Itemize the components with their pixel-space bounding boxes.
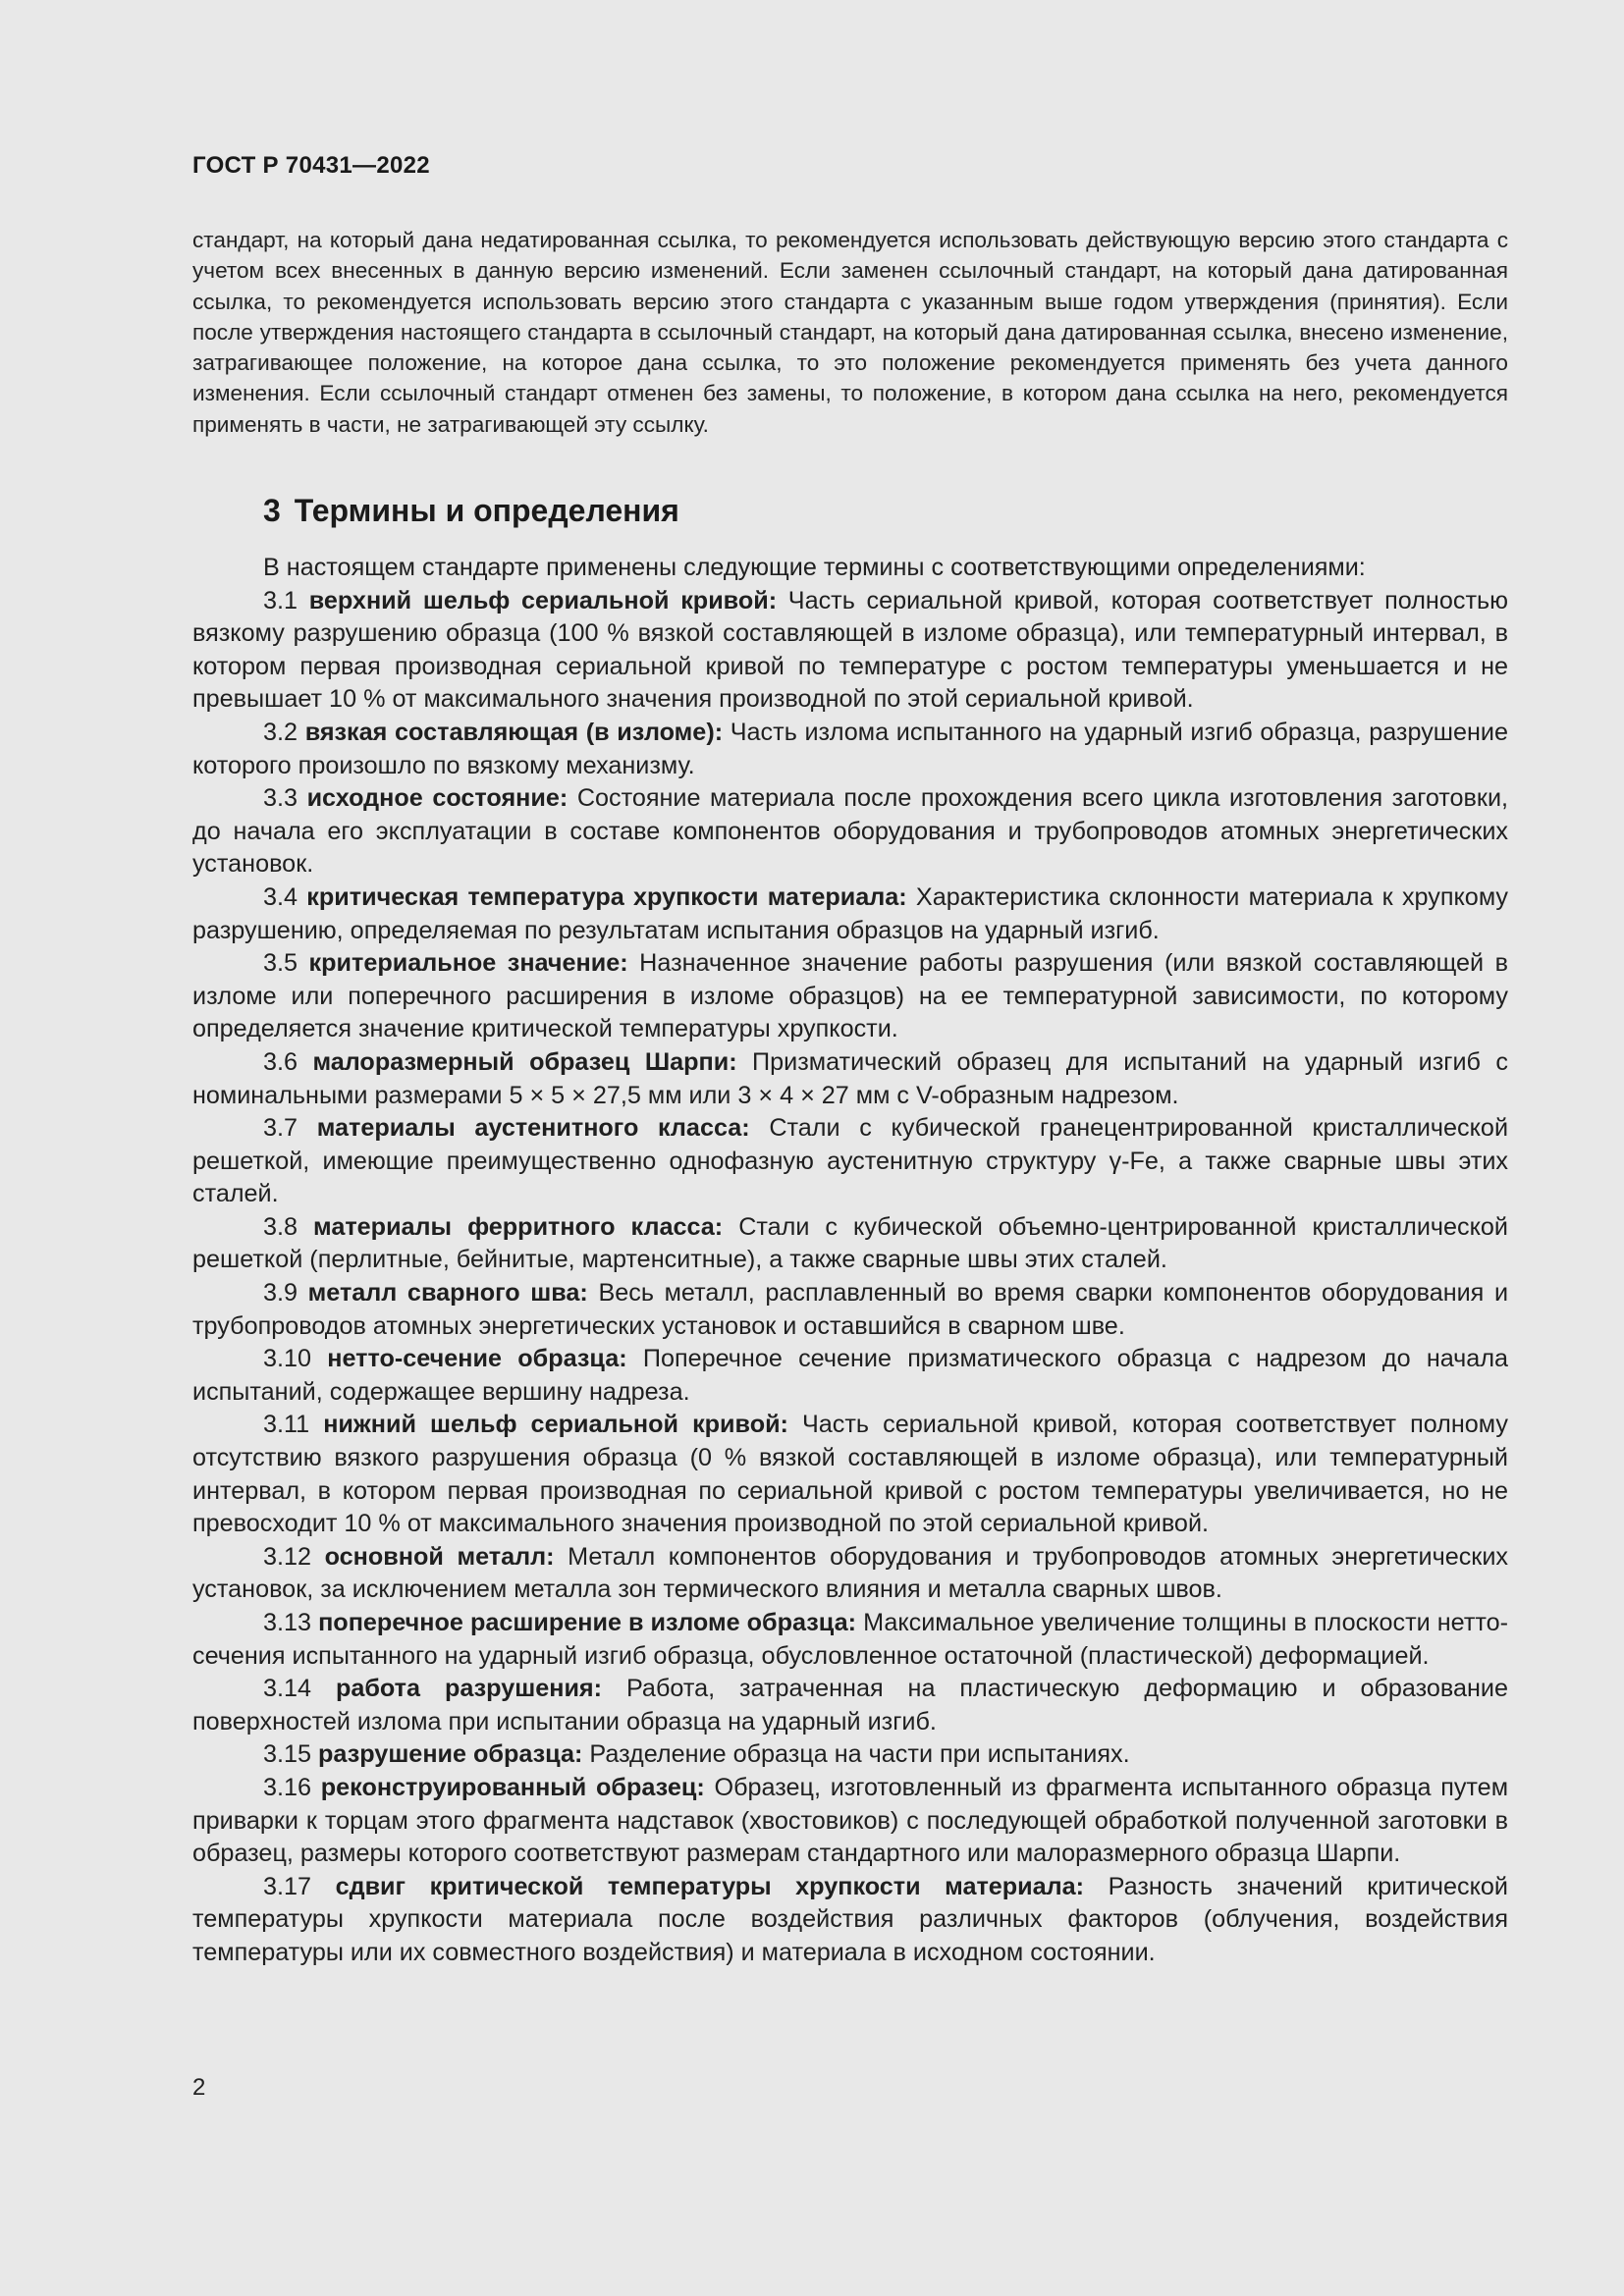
term-name: материалы аустенитного класса: [316,1114,750,1143]
section-heading [263,493,679,529]
term-definition: Часть сериальной кривой, которая соответствует полностью вязкому разрушению образца (100 % вязкой составляющей в изломе образца), или температурный интервал, в котором первая производная сериальной кривой по температуре с ростом температуры уменьшается и не превышает 10 % от максимального значения производной по этой сериальной кривой. [192,586,1508,714]
section-lead-paragraph: В настоящем стандарте применены следующие термины с соответствующими определениями: [263,554,1366,581]
term-number: 3.17 [263,1872,312,1900]
term-definition: Часть излома испытанного на ударный изгиб образца, разрушение которого произошло по вязкому механизму. [192,718,1508,779]
term-number: 3.13 [263,1609,312,1636]
term-definition-paragraph [192,1871,1508,1970]
term-definition: Весь металл, расплавленный во время сварки компонентов оборудования и трубопроводов атомных энергетических установок и оставшийся в сварном шве. [192,1279,1509,1340]
term-name: поперечное расширение в изломе образца: [318,1609,856,1636]
term-definition: Характеристика склонности материала к хрупкому разрушению, определяемая по результатам испытания образцов на ударный изгиб. [192,882,1509,944]
term-number: 3.1 [263,586,298,614]
term-number: 3.5 [263,949,298,978]
term-number: 3.12 [263,1542,312,1571]
term-definition: Назначенное значение работы разрушения (или вязкой составляющей в изломе или поперечного расширения в изломе образцов) на ее температурной зависимости, по которому определяется значение критической температуры хрупкости. [192,949,1509,1043]
term-definition: Работа, затраченная на пластическую деформацию и образование поверхностей излома при испытании образца на ударный изгиб. [192,1675,1509,1735]
term-number: 3.8 [263,1212,298,1241]
term-definition-paragraph [192,1541,1508,1607]
term-definition-paragraph [192,1343,1508,1409]
term-name: малоразмерный образец Шарпи: [312,1047,737,1076]
term-definition: Призматический образец для испытаний на ударный изгиб с номинальными размерами 5 × 5 × 27,5 мм или 3 × 4 × 27 мм с V-образным надрезом. [192,1047,1508,1109]
term-number: 3.6 [263,1047,298,1076]
section-number: 3 [263,493,281,528]
term-definition-paragraph [192,1277,1508,1343]
term-definition-paragraph [192,1738,1508,1772]
term-definition: Разделение образца на части при испытаниях. [589,1740,1130,1769]
term-name: работа разрушения: [335,1675,603,1703]
term-name: материалы ферритного класса: [313,1212,724,1241]
term-name: вязкая составляющая (в изломе): [304,718,724,746]
term-definition-paragraph [192,1673,1508,1738]
term-number: 3.16 [263,1773,312,1801]
term-definition: Стали с кубической гранецентрированной кристаллической решеткой, имеющие преимущественно однофазную аустенитную структуру γ-Fe, а также сварные швы этих сталей. [192,1114,1509,1208]
term-name: сдвиг критической температуры хрупкости материала: [335,1872,1085,1900]
term-name: нетто-сечение образца: [327,1345,627,1373]
term-definition-paragraph [192,1046,1508,1112]
standard-code-header: ГОСТ Р 70431—2022 [192,152,430,179]
term-definition-paragraph [192,1772,1508,1871]
term-name: верхний шельф сериальной кривой: [308,586,778,614]
term-number: 3.2 [263,718,298,746]
term-definition: Поперечное сечение призматического образца с надрезом до начала испытаний, содержащее вершину надреза. [192,1345,1509,1406]
term-name: основной металл: [324,1542,555,1571]
term-number: 3.10 [263,1345,312,1373]
term-definition-paragraph [192,1112,1508,1211]
term-name: критериальное значение: [308,949,628,978]
term-definition: Образец, изготовленный из фрагмента испытанного образца путем приварки к торцам этого фрагмента надставок (хвостовиков) с последующей обработкой полученной заготовки в образец, размеры которого соответствуют размерам стандартного или малоразмерного образца Шарпи. [192,1773,1509,1868]
term-definition: Металл компонентов оборудования и трубопроводов атомных энергетических установок, за исключением металла зон термического влияния и металла сварных швов. [192,1542,1508,1604]
term-name: исходное состояние: [306,784,568,813]
term-definition: Состояние материала после прохождения всего цикла изготовления заготовки, до начала его эксплуатации в составе компонентов оборудования и трубопроводов атомных энергетических установок. [192,784,1509,879]
section-title: Термины и определения [294,493,679,528]
term-name: разрушение образца: [318,1740,583,1769]
term-number: 3.3 [263,784,298,813]
term-definition-paragraph [192,782,1508,881]
term-number: 3.11 [263,1411,310,1439]
term-definition-paragraph [192,585,1508,717]
term-name: нижний шельф сериальной кривой: [323,1411,788,1439]
term-number: 3.14 [263,1675,312,1703]
term-number: 3.15 [263,1740,312,1769]
term-definition-paragraph [192,1409,1508,1540]
term-definition-paragraph [192,1211,1508,1277]
term-number: 3.7 [263,1114,298,1143]
term-number: 3.9 [263,1279,298,1308]
term-definition: Максимальное увеличение толщины в плоскости нетто-сечения испытанного на ударный изгиб образца, обусловленное остаточной (пластической) деформацией. [192,1609,1509,1670]
terms-body [192,552,1508,1970]
term-name: реконструированный образец: [320,1773,705,1801]
intro-paragraph: стандарт, на который дана недатированная ссылка, то рекомендуется использовать действующую версию этого стандарта с учетом всех внесенных в данную версию изменений. Если заменен ссылочный стандарт, на который дана датированная ссылка, то рекомендуется использовать версию этого стандарта с указанным выше годом утверждения (принятия). Если после утверждения настоящего стандарта в ссылочный стандарт, на который дана датированная ссылка, внесено изменение, затрагивающее положение, на которое дана ссылка, то это положение рекомендуется применять без учета данного изменения. Если ссылочный стандарт отменен без замены, то положение, в котором дана ссылка на него, рекомендуется применять в части, не затрагивающей эту ссылку. [192,228,1508,437]
term-definition-paragraph [192,717,1508,782]
term-number: 3.4 [263,882,298,911]
term-definition-paragraph [192,881,1508,947]
term-definition: Разность значений критической температуры хрупкости материала после воздействия различных факторов (облучения, воздействия температуры или их совместного воздействия) и материала в исходном состоянии. [192,1872,1509,1966]
term-name: металл сварного шва: [307,1279,588,1308]
term-definition: Стали с кубической объемно-центрированной кристаллической решеткой (перлитные, бейнитые, мартенситные), а также сварные швы этих сталей. [192,1212,1509,1274]
intro-paragraph-block [192,225,1508,440]
term-definition-paragraph [192,1607,1508,1673]
page-number: 2 [192,2074,206,2101]
term-name: критическая температура хрупкости материала: [306,882,907,911]
term-definition-paragraph [192,947,1508,1046]
term-definition: Часть сериальной кривой, которая соответствует полному отсутствию вязкого разрушения образца (0 % вязкой составляющей в изломе образца), или температурный интервал, в котором первая производная по сериальной кривой с ростом температуры увеличивается, но не превосходит 10 % от максимального значения производной по этой сериальной кривой. [192,1411,1508,1538]
